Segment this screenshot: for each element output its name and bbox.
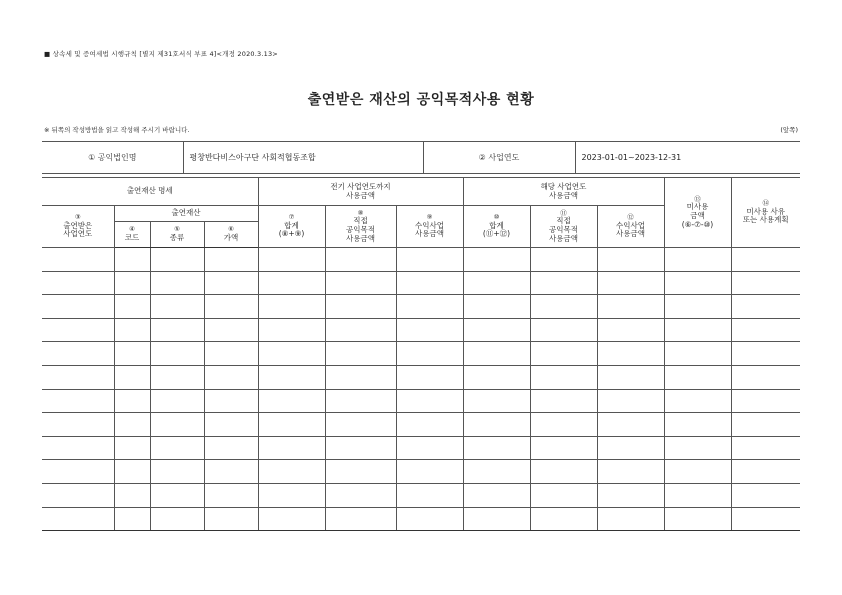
entry-cell[interactable]	[463, 342, 530, 366]
entry-cell[interactable]	[114, 389, 150, 413]
entry-cell[interactable]	[258, 460, 325, 484]
entry-cell[interactable]	[204, 460, 258, 484]
entry-cell[interactable]	[664, 436, 731, 460]
entry-cell[interactable]	[731, 389, 800, 413]
entry-cell[interactable]	[204, 248, 258, 272]
group-header-current-year: 해당 사업연도 사용금액	[463, 178, 664, 206]
corp-name-field[interactable]: 평창반다비스아구단 사회적협동조합	[183, 142, 423, 174]
entry-cell[interactable]	[530, 318, 597, 342]
entry-cell[interactable]	[396, 483, 463, 507]
entry-cell[interactable]	[597, 389, 664, 413]
entry-cell[interactable]	[325, 460, 396, 484]
entry-cell[interactable]	[463, 483, 530, 507]
entry-cell[interactable]	[150, 342, 204, 366]
entry-cell[interactable]	[731, 295, 800, 319]
business-year-field[interactable]: 2023-01-01~2023-12-31	[575, 142, 800, 174]
entry-cell[interactable]	[42, 460, 114, 484]
entry-cell[interactable]	[396, 271, 463, 295]
entry-cell[interactable]	[150, 507, 204, 531]
entry-cell[interactable]	[258, 365, 325, 389]
entry-cell[interactable]	[258, 318, 325, 342]
entry-cell[interactable]	[42, 413, 114, 437]
col-header-prev-profit-use: ⑨ 수익사업 사용금액	[396, 206, 463, 248]
entry-cell[interactable]	[258, 483, 325, 507]
entry-cell[interactable]	[325, 318, 396, 342]
entry-cell[interactable]	[114, 483, 150, 507]
entry-cell[interactable]	[150, 389, 204, 413]
entry-cell[interactable]	[396, 413, 463, 437]
entry-cell[interactable]	[597, 318, 664, 342]
entry-cell[interactable]	[597, 483, 664, 507]
entry-cell[interactable]	[664, 460, 731, 484]
entry-cell[interactable]	[731, 436, 800, 460]
entry-cell[interactable]	[731, 460, 800, 484]
entry-cell[interactable]	[114, 271, 150, 295]
col-header-curr-public-use: ⑪ 직접 공익목적 사용금액	[530, 206, 597, 248]
entry-cell[interactable]	[258, 436, 325, 460]
entry-cell[interactable]	[463, 389, 530, 413]
entry-cell[interactable]	[664, 342, 731, 366]
entry-cell[interactable]	[150, 483, 204, 507]
entry-cell[interactable]	[530, 365, 597, 389]
table-row	[42, 436, 800, 460]
entry-cell[interactable]	[204, 389, 258, 413]
entry-cell[interactable]	[530, 295, 597, 319]
entry-cell[interactable]	[114, 460, 150, 484]
table-row	[42, 483, 800, 507]
entry-cell[interactable]	[258, 248, 325, 272]
entry-cell[interactable]	[204, 295, 258, 319]
entry-cell[interactable]	[325, 389, 396, 413]
page-side-label: (앞쪽)	[780, 126, 798, 134]
entry-cell[interactable]	[664, 507, 731, 531]
entry-cell[interactable]	[597, 248, 664, 272]
table-row	[42, 413, 800, 437]
col-header-contribution-year: ③ 출연받은 사업연도	[42, 206, 114, 248]
entry-cell[interactable]	[42, 318, 114, 342]
entry-cell[interactable]	[396, 342, 463, 366]
entry-cell[interactable]	[150, 436, 204, 460]
table-row	[42, 460, 800, 484]
entry-cell[interactable]	[463, 365, 530, 389]
legal-reference: ■ 상속세 및 증여세법 시행규칙 [별지 제31호서식 부표 4]<개정 2020.3.13>	[44, 50, 278, 58]
entry-cell[interactable]	[731, 483, 800, 507]
entry-cell[interactable]	[325, 413, 396, 437]
entry-cell[interactable]	[204, 436, 258, 460]
entry-cell[interactable]	[530, 436, 597, 460]
entry-cell[interactable]	[204, 271, 258, 295]
entry-cell[interactable]	[325, 342, 396, 366]
usage-status-table	[42, 177, 800, 531]
entry-cell[interactable]	[463, 248, 530, 272]
entry-cell[interactable]	[114, 365, 150, 389]
table-row	[42, 365, 800, 389]
group-header-previous-years: 전기 사업연도까지 사용금액	[258, 178, 463, 206]
entry-cell[interactable]	[150, 248, 204, 272]
entry-cell[interactable]	[42, 483, 114, 507]
table-row	[42, 318, 800, 342]
entry-cell[interactable]	[150, 271, 204, 295]
entry-cell[interactable]	[463, 271, 530, 295]
entry-cell[interactable]	[731, 365, 800, 389]
table-row	[42, 295, 800, 319]
entry-cell[interactable]	[731, 342, 800, 366]
entry-cell[interactable]	[664, 389, 731, 413]
entry-cell[interactable]	[463, 436, 530, 460]
entry-cell[interactable]	[114, 318, 150, 342]
entry-cell[interactable]	[396, 389, 463, 413]
entry-cell[interactable]	[664, 248, 731, 272]
entry-cell[interactable]	[325, 271, 396, 295]
entry-cell[interactable]	[258, 507, 325, 531]
entry-cell[interactable]	[258, 271, 325, 295]
group-header-property-detail: 출연재산 명세	[42, 178, 258, 206]
entry-cell[interactable]	[258, 295, 325, 319]
entry-cell[interactable]	[664, 483, 731, 507]
entry-cell[interactable]	[530, 460, 597, 484]
entry-cell[interactable]	[258, 413, 325, 437]
entry-cell[interactable]	[463, 460, 530, 484]
entry-cell[interactable]	[664, 295, 731, 319]
entry-cell[interactable]	[530, 483, 597, 507]
entry-cell[interactable]	[597, 295, 664, 319]
entry-cell[interactable]	[204, 318, 258, 342]
col-header-unused-amount: ⑬ 미사용 금액 (⑥-⑦-⑩)	[664, 178, 731, 248]
entry-cell[interactable]	[150, 318, 204, 342]
entry-cell[interactable]	[325, 295, 396, 319]
entry-cell[interactable]	[325, 248, 396, 272]
entry-cell[interactable]	[42, 271, 114, 295]
entry-cell[interactable]	[42, 436, 114, 460]
entry-cell[interactable]	[530, 271, 597, 295]
entry-cell[interactable]	[396, 318, 463, 342]
entry-cell[interactable]	[204, 507, 258, 531]
table-row	[42, 248, 800, 272]
entry-cell[interactable]	[597, 507, 664, 531]
entry-cell[interactable]	[150, 460, 204, 484]
col-header-prev-public-use: ⑧ 직접 공익목적 사용금액	[325, 206, 396, 248]
entry-cell[interactable]	[530, 342, 597, 366]
sub-header-contributed-property: 출연재산	[114, 206, 258, 222]
entry-cell[interactable]	[258, 389, 325, 413]
entry-cell[interactable]	[530, 389, 597, 413]
entry-cell[interactable]	[731, 507, 800, 531]
entry-cell[interactable]	[114, 436, 150, 460]
entry-cell[interactable]	[204, 365, 258, 389]
entry-cell[interactable]	[396, 436, 463, 460]
entry-cell[interactable]	[597, 271, 664, 295]
entry-cell[interactable]	[530, 248, 597, 272]
entry-cell[interactable]	[463, 413, 530, 437]
entry-cell[interactable]	[114, 295, 150, 319]
entry-cell[interactable]	[597, 436, 664, 460]
entry-cell[interactable]	[396, 248, 463, 272]
entry-cell[interactable]	[150, 295, 204, 319]
entry-cell[interactable]	[204, 342, 258, 366]
entry-cell[interactable]	[731, 413, 800, 437]
entry-cell[interactable]	[731, 271, 800, 295]
entry-cell[interactable]	[42, 342, 114, 366]
entry-cell[interactable]	[463, 507, 530, 531]
entry-cell[interactable]	[396, 507, 463, 531]
entry-cell[interactable]	[150, 413, 204, 437]
col-header-curr-total: ⑩ 합계 (⑪+⑫)	[463, 206, 530, 248]
col-header-type: ⑤ 종류	[150, 222, 204, 248]
entry-cell[interactable]	[42, 365, 114, 389]
entry-cell[interactable]	[597, 460, 664, 484]
business-year-label: ② 사업연도	[423, 142, 575, 174]
table-row	[42, 271, 800, 295]
entry-cell[interactable]	[664, 271, 731, 295]
entry-cell[interactable]	[463, 318, 530, 342]
entry-cell[interactable]	[42, 507, 114, 531]
entry-cell[interactable]	[597, 413, 664, 437]
entry-cell[interactable]	[731, 248, 800, 272]
entry-cell[interactable]	[325, 483, 396, 507]
entry-cell[interactable]	[114, 413, 150, 437]
table-row	[42, 389, 800, 413]
corp-name-label: ① 공익법인명	[42, 142, 183, 174]
entry-cell[interactable]	[325, 365, 396, 389]
col-header-curr-profit-use: ⑫ 수익사업 사용금액	[597, 206, 664, 248]
entry-cell[interactable]	[396, 460, 463, 484]
entry-cell[interactable]	[396, 295, 463, 319]
entry-cell[interactable]	[597, 365, 664, 389]
table-row	[42, 507, 800, 531]
entry-cell[interactable]	[42, 389, 114, 413]
entry-cell[interactable]	[664, 318, 731, 342]
col-header-value: ⑥ 가액	[204, 222, 258, 248]
header-info-table	[42, 141, 800, 174]
entry-cell[interactable]	[204, 483, 258, 507]
entry-cell[interactable]	[204, 413, 258, 437]
entry-cell[interactable]	[396, 365, 463, 389]
col-header-code: ④ 코드	[114, 222, 150, 248]
entry-cell[interactable]	[463, 295, 530, 319]
entry-cell[interactable]	[42, 295, 114, 319]
col-header-unused-reason: ⑭ 미사용 사유 또는 사용계획	[731, 178, 800, 248]
entry-cell[interactable]	[258, 342, 325, 366]
entry-cell[interactable]	[530, 507, 597, 531]
entry-cell[interactable]	[114, 507, 150, 531]
col-header-prev-total: ⑦ 합계 (⑧+⑨)	[258, 206, 325, 248]
entry-cell[interactable]	[664, 365, 731, 389]
entry-cell[interactable]	[530, 413, 597, 437]
entry-cell[interactable]	[150, 365, 204, 389]
entry-cell[interactable]	[325, 436, 396, 460]
document-title: 출연받은 재산의 공익목적사용 현황	[307, 92, 535, 108]
entry-cell[interactable]	[664, 413, 731, 437]
entry-cell[interactable]	[325, 507, 396, 531]
instruction-note: ※ 뒤쪽의 작성방법을 읽고 작성해 주시기 바랍니다.	[44, 126, 190, 134]
entry-cell[interactable]	[114, 248, 150, 272]
entry-cell[interactable]	[114, 342, 150, 366]
entry-cell[interactable]	[597, 342, 664, 366]
table-row	[42, 342, 800, 366]
entry-cell[interactable]	[42, 248, 114, 272]
entry-cell[interactable]	[731, 318, 800, 342]
